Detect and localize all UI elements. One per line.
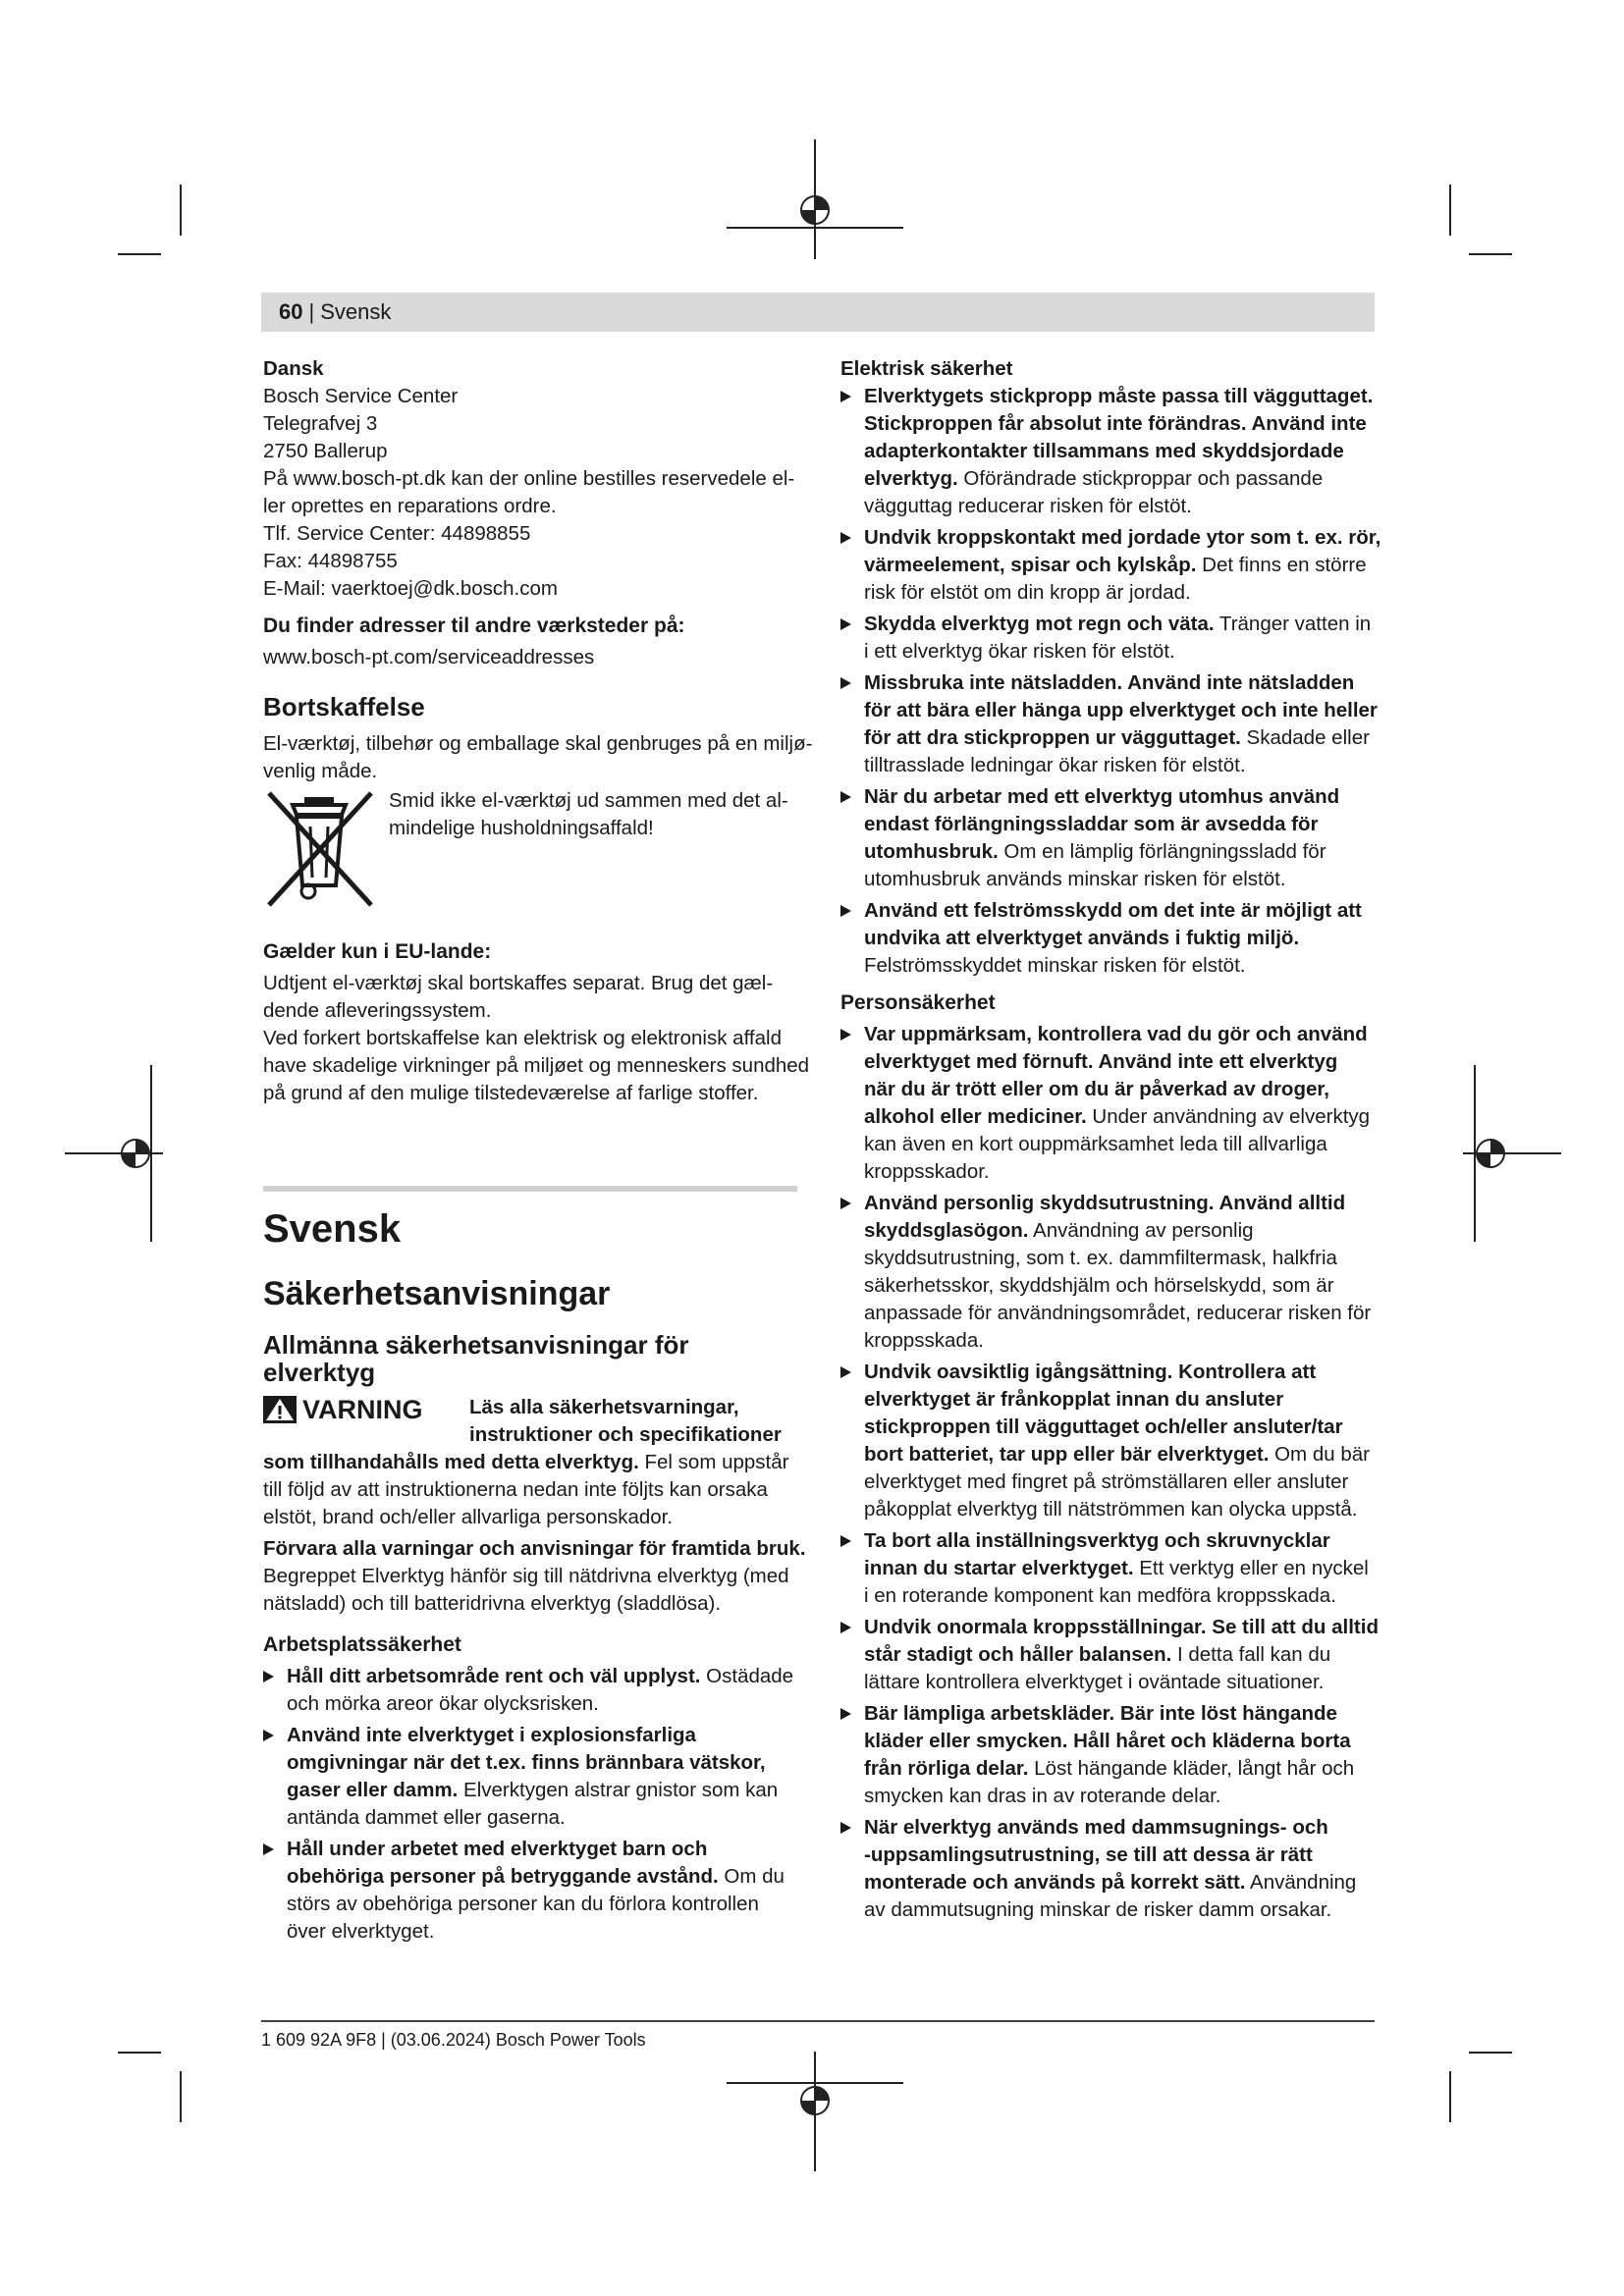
- registration-mark-bottom: [727, 2052, 903, 2171]
- bullet-text: Använd personlig skyddsutrustning. Använd alltid: [864, 1192, 1346, 1214]
- section-divider: [263, 1186, 797, 1192]
- bullet-item: [840, 383, 1390, 520]
- footer-rule: [261, 2020, 1375, 2022]
- bullet-text: Ostädade: [700, 1665, 794, 1687]
- bullet-text: Det finns en större: [1196, 554, 1367, 576]
- warning-text-line: instruktioner och specifikationer: [469, 1423, 782, 1446]
- bullet-text: utomhusbruk.: [864, 840, 999, 863]
- bullet-item: [263, 1722, 797, 1832]
- bullet-text: -uppsamlingsutrustning, se till att dessa är rätt: [864, 1843, 1313, 1866]
- svensk-title: Svensk: [263, 1207, 402, 1251]
- bullet-text: när du är trött eller om du är påverkad av droger,: [864, 1078, 1329, 1100]
- registration-mark-left: [65, 1065, 163, 1242]
- bullet-text: kroppsskada.: [864, 1329, 984, 1352]
- keep-instructions: Förvara alla varningar och anvisningar för framtida bruk.: [263, 1537, 806, 1560]
- crop-mark: [118, 253, 161, 255]
- bullet-text: från rörliga delar.: [864, 1757, 1029, 1780]
- warning-label: VARNING: [302, 1395, 423, 1424]
- bullet-text: Oförändrade stickproppar och passande: [957, 467, 1324, 490]
- eu-line: have skadelige virkninger på miljøet og menneskers sundhed: [263, 1054, 810, 1077]
- bullet-text: kan även en kort ouppmärksamhet leda till allvarliga: [864, 1133, 1327, 1155]
- bullet-text: skyddsutrustning, som t. ex. dammfiltermask, halkfria: [864, 1247, 1337, 1269]
- bullet-item: [840, 524, 1390, 607]
- bullet-marker-icon: [263, 1843, 274, 1855]
- bullet-text: Använd inte elverktyget i explosionsfarliga: [287, 1724, 696, 1746]
- bullet-text: omgivningar när det t.ex. finns brännbara vätskor,: [287, 1751, 766, 1774]
- online-line: ler oprettes en reparations ordre.: [263, 495, 557, 517]
- electric-safety-heading: Elektrisk säkerhet: [840, 357, 1013, 380]
- term-line: nätsladd) och till batteridrivna elverktyg (sladdlösa).: [263, 1592, 722, 1615]
- term-line: Begreppet Elverktyg hänför sig till nätdrivna elverktyg (med: [263, 1565, 789, 1587]
- bullet-text: elverktyget med fingret på strömställaren eller ansluter: [864, 1470, 1349, 1493]
- bullet-text: innan du startar elverktyget.: [864, 1557, 1134, 1579]
- warning-icon: [263, 1396, 297, 1423]
- electric-safety-list: [840, 383, 1390, 980]
- bullet-text: säkerhetsskor, skyddshjälm och hörselskydd, som är: [864, 1274, 1334, 1297]
- bullet-item: [263, 1663, 797, 1718]
- bullet-marker-icon: [840, 1822, 851, 1834]
- weee-notice: [263, 787, 797, 913]
- bullet-marker-icon: [840, 1622, 851, 1633]
- warning-more-line: till följd av att instruktionerna nedan inte följts kan orsaka: [263, 1478, 768, 1501]
- bullet-marker-icon: [840, 1535, 851, 1547]
- bullet-text: Stickproppen får absolut inte förändras. Använd inte: [864, 412, 1367, 435]
- bullet-text: Om du: [718, 1865, 785, 1888]
- warning-continuation-bold: som tillhandahålls med detta elverktyg.: [263, 1451, 639, 1473]
- warning-badge: [263, 1394, 469, 1449]
- bortskaffelse-line: venlig måde.: [263, 760, 378, 782]
- bullet-marker-icon: [263, 1730, 274, 1741]
- bullet-text: Undvik onormala kroppsställningar. Se till att du alltid: [864, 1616, 1379, 1638]
- bullet-marker-icon: [840, 618, 851, 630]
- bullet-text: Om du bär: [1269, 1443, 1370, 1466]
- bullet-text: Ett verktyg eller en nyckel: [1133, 1557, 1369, 1579]
- bullet-marker-icon: [840, 1708, 851, 1720]
- crop-mark: [118, 2052, 161, 2054]
- bullet-text: Undvik kroppskontakt med jordade ytor som t. ex. rör,: [864, 526, 1381, 549]
- bullet-marker-icon: [840, 677, 851, 689]
- bullet-text: elverktyget är frånkopplat innan du ansluter: [864, 1388, 1284, 1411]
- header-separator: |: [308, 299, 315, 324]
- bullet-text: undvika att elverktyget används i fuktig miljö.: [864, 927, 1300, 949]
- contact-line: Tlf. Service Center: 44898855: [263, 522, 531, 545]
- bullet-text: i ett elverktyg ökar risken för elstöt.: [864, 640, 1175, 663]
- bullet-text: Använd ett felströmsskydd om det inte är möjligt att: [864, 899, 1362, 922]
- work-area-list: [263, 1663, 797, 1946]
- weee-line: mindelige husholdningsaffald!: [389, 817, 654, 839]
- bullet-text: kroppsskador.: [864, 1160, 990, 1183]
- bullet-text: av dammutsugning minskar de risker damm orsakar.: [864, 1898, 1332, 1921]
- bullet-item: [840, 669, 1390, 779]
- bullet-text: värmeelement, spisar och kylskåp.: [864, 554, 1197, 576]
- bullet-text: Missbruka inte nätsladden. Använd inte nätsladden: [864, 671, 1355, 694]
- warning-continuation: Fel som uppstår: [638, 1451, 789, 1473]
- bullet-item: [840, 1614, 1390, 1696]
- right-column: [840, 355, 1390, 1928]
- bullet-item: [840, 1527, 1390, 1610]
- bullet-text: stickproppen till vägguttaget och/eller ansluter/tar: [864, 1415, 1343, 1438]
- warning-more-line: elstöt, brand och/eller allvarliga personskador.: [263, 1506, 674, 1528]
- bullet-text: för att bära eller hänga upp elverktyget och inte heller: [864, 699, 1378, 721]
- eu-line: på grund af den mulige tilstedeværelse af farlige stoffer.: [263, 1082, 759, 1104]
- online-line: På www.bosch-pt.dk kan der online bestilles reservedele el-: [263, 467, 795, 490]
- bullet-marker-icon: [840, 1029, 851, 1041]
- bullet-text: störs av obehöriga personer kan du förlora kontrollen: [287, 1893, 759, 1915]
- bullet-text: Elverktygets stickpropp måste passa till vägguttaget.: [864, 385, 1374, 407]
- bullet-marker-icon: [840, 1366, 851, 1378]
- crop-mark: [180, 2071, 182, 2122]
- crop-mark: [1449, 2071, 1451, 2122]
- bullet-text: bort batteriet, tar upp eller bär elverktyget.: [864, 1443, 1270, 1466]
- bullet-text: anpassade för användningsområdet, reducerar risken för: [864, 1302, 1372, 1324]
- bullet-text: utomhusbruk används minskar risken för elstöt.: [864, 868, 1286, 890]
- work-area-heading: Arbetsplatssäkerhet: [263, 1633, 461, 1656]
- eu-heading: Gælder kun i EU-lande:: [263, 940, 492, 963]
- bullet-text: endast förlängningssladdar som är avsedda för: [864, 813, 1319, 835]
- crop-mark: [180, 185, 182, 236]
- eu-line: Ved forkert bortskaffelse kan elektrisk og elektronisk affald: [263, 1027, 782, 1049]
- warning-block: [263, 1394, 797, 1449]
- bullet-text: Håll ditt arbetsområde rent och väl upplyst.: [287, 1665, 701, 1687]
- bullet-text: vägguttag reducerar risken för elstöt.: [864, 495, 1192, 517]
- bullet-text: Skadade eller: [1240, 726, 1370, 749]
- crop-mark: [1449, 185, 1451, 236]
- bullet-marker-icon: [840, 1198, 851, 1209]
- bullet-marker-icon: [840, 905, 851, 917]
- bullet-text: adapterkontakter tillsammans med skyddsjordade: [864, 440, 1344, 462]
- left-column: [263, 355, 813, 1949]
- bullet-text: står stadigt och håller balansen.: [864, 1643, 1172, 1666]
- general-safety-heading: Allmänna säkerhetsanvisningar för elverktyg: [263, 1330, 689, 1387]
- bullet-item: [840, 897, 1390, 980]
- footer-text: 1 609 92A 9F8 | (03.06.2024) Bosch Power Tools: [261, 2030, 646, 2050]
- bullet-text: I detta fall kan du: [1171, 1643, 1331, 1666]
- bullet-text: Håll under arbetet med elverktyget barn och: [287, 1838, 708, 1860]
- personal-safety-heading: Personsäkerhet: [840, 991, 996, 1014]
- registration-mark-right: [1463, 1065, 1561, 1242]
- address-line: Bosch Service Center: [263, 385, 459, 407]
- bullet-marker-icon: [840, 532, 851, 544]
- bullet-text: Felströmsskyddet minskar risken för elstöt.: [864, 954, 1246, 977]
- bullet-text: risk för elstöt om din kropp är jordad.: [864, 581, 1191, 604]
- bullet-text: antända dammet eller gaserna.: [287, 1806, 566, 1829]
- bullet-text: alkohol eller mediciner.: [864, 1105, 1087, 1128]
- weee-line: Smid ikke el-værktøj ud sammen med det al-: [389, 789, 788, 812]
- safety-title: Säkerhetsanvisningar: [263, 1275, 611, 1312]
- bullet-text: tilltrasslade ledningar ökar risken för elstöt.: [864, 754, 1246, 776]
- bullet-text: Undvik oavsiktlig igångsättning. Kontrollera att: [864, 1361, 1317, 1383]
- dansk-heading: Dansk: [263, 357, 324, 380]
- bullet-text: Var uppmärksam, kontrollera vad du gör och använd: [864, 1023, 1368, 1045]
- bullet-item: [263, 1836, 797, 1946]
- bullet-item: [840, 1700, 1390, 1810]
- bullet-marker-icon: [840, 391, 851, 402]
- bullet-text: När elverktyg används med dammsugnings- och: [864, 1816, 1328, 1839]
- bullet-item: [840, 783, 1390, 893]
- bullet-item: [840, 1814, 1390, 1924]
- bullet-item: [840, 1021, 1390, 1186]
- address-line: 2750 Ballerup: [263, 440, 388, 462]
- bullet-marker-icon: [263, 1671, 274, 1682]
- bullet-text: för att dra stickproppen ur vägguttaget.: [864, 726, 1241, 749]
- bullet-text: lättare kontrollera elverktyget i oväntade situationer.: [864, 1671, 1325, 1693]
- bortskaffelse-heading: Bortskaffelse: [263, 692, 425, 721]
- personal-safety-list: [840, 1021, 1390, 1924]
- bullet-item: [840, 1190, 1390, 1355]
- bullet-text: Under användning av elverktyg: [1086, 1105, 1371, 1128]
- bullet-text: Tränger vatten in: [1214, 613, 1372, 635]
- bullet-text: påkopplat elverktyg till nätströmmen kan olycka uppstå.: [864, 1498, 1358, 1521]
- page-number: 60: [279, 299, 303, 324]
- bullet-text: kläder eller smycken. Håll håret och kläderna borta: [864, 1730, 1351, 1752]
- bullet-text: Elverktygen alstrar gnistor som kan: [458, 1779, 779, 1801]
- bullet-text: Användning av personlig: [1028, 1219, 1254, 1242]
- bullet-text: elverktyg.: [864, 467, 958, 490]
- registration-mark-top: [727, 139, 903, 259]
- crossed-bin-icon: [263, 787, 379, 913]
- bullet-text: och mörka areor ökar olycksrisken.: [287, 1692, 599, 1715]
- bullet-text: Löst hängande kläder, långt hår och: [1028, 1757, 1355, 1780]
- header-section: Svensk: [320, 299, 392, 324]
- bullet-item: [840, 1359, 1390, 1523]
- bullet-text: monterade och används på korrekt sätt.: [864, 1871, 1246, 1894]
- bullet-text: i en roterande komponent kan medföra kroppsskada.: [864, 1584, 1336, 1607]
- eu-line: Udtjent el-værktøj skal bortskaffes separat. Brug det gæl-: [263, 972, 774, 994]
- bullet-marker-icon: [840, 791, 851, 803]
- bullet-text: Skydda elverktyg mot regn och väta.: [864, 613, 1215, 635]
- bullet-text: När du arbetar med ett elverktyg utomhus använd: [864, 785, 1340, 808]
- warning-text-line: Läs alla säkerhetsvarningar,: [469, 1396, 739, 1418]
- eu-line: dende afleveringssystem.: [263, 999, 492, 1022]
- bullet-text: Om en lämplig förlängningssladd för: [998, 840, 1326, 863]
- crop-mark: [1469, 253, 1512, 255]
- address-line: Telegrafvej 3: [263, 412, 378, 435]
- bullet-text: Användning: [1245, 1871, 1357, 1894]
- addresses-heading: Du finder adresser til andre værksteder på:: [263, 614, 685, 637]
- page-header: [261, 293, 1375, 332]
- bullet-text: skyddsglasögon.: [864, 1219, 1029, 1242]
- bullet-text: gaser eller damm.: [287, 1779, 459, 1801]
- bullet-text: över elverktyget.: [287, 1920, 435, 1943]
- bullet-text: Bär lämpliga arbetskläder. Bär inte löst hängande: [864, 1702, 1337, 1725]
- bullet-item: [840, 611, 1390, 666]
- bullet-text: elverktyget med förnuft. Använd inte ett elverktyg: [864, 1050, 1338, 1073]
- bullet-text: Ta bort alla inställningsverktyg och skruvnycklar: [864, 1529, 1330, 1552]
- contact-line: E-Mail: vaerktoej@dk.bosch.com: [263, 577, 558, 600]
- bullet-text: obehöriga personer på betryggande avstånd.: [287, 1865, 719, 1888]
- bullet-text: smycken kan dras in av roterande delar.: [864, 1785, 1221, 1807]
- contact-line: Fax: 44898755: [263, 550, 398, 572]
- bortskaffelse-line: El-værktøj, tilbehør og emballage skal genbruges på en miljø-: [263, 732, 813, 755]
- addresses-url: www.bosch-pt.com/serviceaddresses: [263, 646, 595, 668]
- crop-mark: [1469, 2052, 1512, 2054]
